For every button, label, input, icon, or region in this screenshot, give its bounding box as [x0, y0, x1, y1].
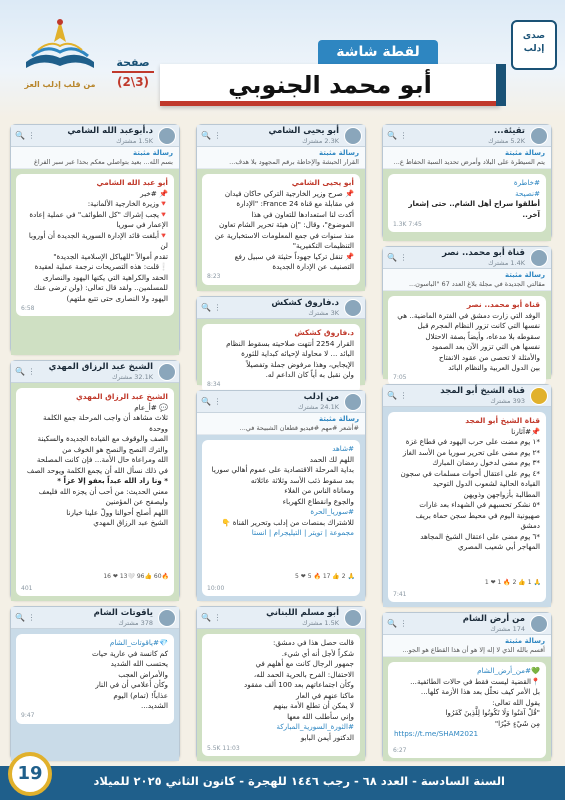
message-line: نفسها هي التي تزور الآن بعد الصمود	[431, 342, 540, 351]
channel-menu-icon[interactable]: ⋮ 🔍	[201, 397, 222, 406]
message-line: أكدت لنا استعدادها للتعاون في هذا	[251, 209, 354, 219]
channel-avatar	[158, 609, 176, 627]
message-line: 🔻أبلغت قائد الإدارة السورية الجديدة أن أوروبا لن	[28, 230, 168, 250]
message-line: الاحتفال: الفرح بالحرية الحمد لله،	[253, 669, 354, 679]
magazine-badge	[511, 20, 557, 70]
message-line: في مقابلة مع قناة France 24: "الإدارة	[236, 199, 354, 208]
page-indicator-label: صفحة	[116, 56, 150, 69]
message-line: الموضوع"، وقال: "إن هيئة تحرير الشام تعاون	[218, 220, 354, 229]
message-line: قالت حصل هذا في دمشق:	[273, 638, 354, 647]
channel-name: الشيخ عبد الرزاق المهدي	[48, 362, 153, 372]
logo-caption: من قلب إدلب العز	[24, 80, 96, 89]
message-time: 8:34	[207, 381, 221, 388]
channel-name: د.أبوعبد الله الشامي	[67, 126, 153, 136]
channel-header[interactable]	[197, 125, 365, 147]
channel-header[interactable]	[11, 125, 179, 147]
message-line: ولن نقبل به أياً كان الداعم له.	[265, 370, 354, 379]
pinned-title: رسالة مثبتة	[504, 271, 545, 279]
pinned-title: رسالة مثبتة	[132, 149, 173, 157]
message-line: تقدم أموالاً "للهياكل الإسلامية الجديدة"	[53, 251, 168, 261]
channel-header[interactable]	[383, 247, 551, 269]
page-number: 19	[8, 752, 52, 796]
message-line: عذاباً! (تمام) اليوم	[113, 690, 168, 700]
pinned-text: #أشعر #مهم #فيديو قطعان الشبيحة في...	[239, 424, 359, 432]
message-bubble[interactable]	[388, 174, 546, 232]
message-line: 💚#من_أرض_الشام	[477, 666, 540, 675]
channel-menu-icon[interactable]: ⋮ 🔍	[201, 303, 222, 312]
chat-area	[383, 169, 551, 241]
chat-area	[383, 657, 551, 761]
channel-avatar	[530, 615, 548, 633]
message-line: بعد سقوط ذئب الأسد وثلاثة عائلاته	[250, 475, 354, 485]
message-line: ثلاث مشاهد أن واجب المرحلة جمع الكلمة ووحدة	[43, 413, 168, 433]
channel-header[interactable]	[197, 607, 365, 629]
message-line: ماكنا عنهم في العار	[296, 690, 354, 700]
message-line: منذ سنوات في جمع المعلومات الاستخبارية عن	[214, 230, 354, 240]
channel-name: قناة أبو محمد.. نصر	[442, 248, 525, 258]
message-line: بداية المرحلة الاقتصادية على عموم أهالي سوريا	[211, 465, 354, 474]
message-line: *٥ نشكر تحسبهم في الشهداء بعد غارات	[419, 500, 540, 509]
page-indicator-value: (3\2)	[112, 71, 154, 89]
chat-area	[197, 319, 365, 388]
message-views: 1.3K 7:45	[393, 220, 422, 228]
pinned-title: رسالة مثبتة	[504, 149, 545, 157]
message-line: والأمثلة لا تحصى من عقود الانفتاح	[438, 352, 540, 362]
channel-link[interactable]: https://t.me/SHAM2021	[394, 729, 479, 738]
message-line: التنظيمات التكفيرية"	[292, 241, 354, 250]
message-line: والترك النصح والنصح هو الخوف من	[62, 444, 168, 454]
message-line: الحقد والكراهية التي يكنها اليهود والنصارى	[43, 272, 168, 282]
channel-name: ياقوتات الشام	[93, 608, 153, 618]
page-indicator	[112, 56, 154, 100]
message-line: 📌 #خبر	[140, 188, 168, 198]
message-bubble[interactable]	[202, 634, 360, 756]
pinned-message[interactable]	[383, 635, 551, 657]
channel-avatar	[344, 299, 362, 317]
channel-card	[196, 296, 366, 388]
channel-avatar	[158, 363, 176, 381]
channel-menu-icon[interactable]: ⋮ 🔍	[387, 253, 408, 262]
channel-name: من أرض الشام	[462, 614, 525, 624]
message-views: 401	[21, 584, 33, 592]
channel-subscribers: 378 مشترك	[118, 619, 153, 627]
pinned-message[interactable]	[383, 269, 551, 291]
channel-menu-icon[interactable]: ⋮ 🔍	[387, 131, 408, 140]
pinned-message[interactable]	[197, 147, 365, 169]
pinned-text: مقالتي الجديدة في مجلة بلاغ العدد 67 "الباسون...	[408, 280, 545, 288]
magazine-logo	[6, 14, 114, 100]
message-author: د.فاروق كشكش	[294, 328, 354, 337]
badge-line-1: صدى	[522, 31, 546, 41]
message-time: 6:27	[393, 746, 407, 754]
message-line: القرار 2254 أنتهت صلاحيته بسقوط النظام	[226, 338, 354, 348]
message-line: بل الأمر كيف نحلّل بعد هذا الأزمة كلها...	[420, 687, 540, 696]
channel-menu-icon[interactable]: ⋮ 🔍	[15, 367, 36, 376]
message-line: اللهم أصلح أحوالنا وولّ علينا خيارنا	[66, 507, 168, 517]
message-line: الإعمار في سوريا	[116, 220, 168, 229]
message-line: المطالبة بأزواجهن وذويهن	[463, 489, 540, 499]
message-line: 💎#ياقوتات_الشام	[109, 638, 168, 647]
channel-subscribers: 174 مشترك	[490, 625, 525, 633]
channel-header[interactable]	[197, 297, 365, 319]
channel-name: أبو مسلم اللبناني	[266, 608, 339, 618]
message-author: قناة الشيخ أبو المجد	[465, 416, 540, 425]
message-line: يقول الله تعالى:	[492, 697, 540, 707]
channel-avatar	[344, 393, 362, 411]
book-logo-icon	[20, 14, 100, 80]
chat-area	[197, 169, 365, 291]
channel-subscribers: 393 مشترك	[490, 397, 525, 405]
message-line: مِن شَيْءٍ خَيْرًا"	[494, 718, 540, 728]
message-bubble[interactable]	[388, 662, 546, 758]
message-reactions[interactable]: 🔥60 👍96 🤍13 ❤ 16	[103, 572, 169, 580]
message-line: التصنيف عن الإدارة الجديدة	[272, 262, 354, 271]
pinned-message[interactable]	[11, 147, 179, 169]
message-author: أبو عبد الله الشامي	[96, 178, 168, 187]
message-line: الله ومراعاة حال الأمة... فإن كانت المصلحة	[36, 455, 168, 464]
message-line: كم كانسة في عارية حيات	[91, 648, 168, 658]
channel-name: تقيئة...	[493, 126, 525, 136]
channel-subscribers: 5.2K مشترك	[488, 137, 525, 145]
message-line: بين الدول العربية والنظام البائد	[448, 363, 540, 372]
message-bubble[interactable]	[388, 412, 546, 602]
message-line: 🔻وزيرة الخارجية الألمانية:	[87, 199, 168, 208]
message-line: يحتسب الله الشديد	[110, 659, 168, 668]
message-time: 6:58	[21, 304, 35, 312]
title-ribbon	[160, 36, 500, 112]
pinned-title: رسالة مثبتة	[318, 415, 359, 423]
message-line: الدكتور أيمن البابو	[300, 732, 354, 742]
message-line: البائد ... لا محاولة لإحيائه كبداية للثورة	[241, 349, 354, 358]
message-line: أطلقوا سراح أهل الشام.. حتى إشعار آخر..	[408, 199, 540, 219]
message-line: "قُلْ آمَنُوا وَلَا تَكُونُوا لِلَّذِينَ كَفَرُوا	[445, 708, 540, 717]
message-line[interactable]: مجموعة | تويتر | التيليجرام | انستا	[251, 528, 354, 537]
channel-card	[196, 390, 366, 600]
message-line: القيادة الحالية لشعوب الدول التوحيد	[432, 479, 540, 488]
message-line: ومعاناة الناس من الغلاء	[284, 486, 354, 495]
pinned-title: رسالة مثبتة	[504, 637, 545, 645]
message-line: جمهور الرجال كانت مع أهلهم في	[255, 659, 354, 668]
message-time: 8:23	[207, 273, 221, 280]
pinned-title: رسالة مثبتة	[318, 149, 359, 157]
message-line: الوفد التي زارت دمشق في الفترة الماضية.. هي	[397, 310, 540, 320]
message-line: والجوع وانقطاع الكهرباء	[282, 496, 354, 506]
message-line: اللهم لك الحمد	[309, 454, 354, 464]
chat-area	[383, 407, 551, 607]
message-line: معني الحديث: من أحب أن يجزه الله فليعف	[38, 486, 168, 496]
channel-card	[196, 124, 366, 290]
channel-subscribers: 32.1K مشترك	[111, 373, 153, 381]
channel-subscribers: 1.5K مشترك	[302, 619, 339, 627]
message-time: 9:47	[21, 712, 35, 719]
message-line: 📍القضية ليست فقط في حالات الطائفية...	[410, 676, 540, 686]
channel-menu-icon[interactable]: ⋮ 🔍	[201, 613, 222, 622]
channel-card	[382, 612, 552, 760]
channel-menu-icon[interactable]: ⋮ 🔍	[201, 131, 222, 140]
message-line: 📌#آثارنا	[511, 426, 540, 436]
message-line: *٦ يوم مضى على اعتقال الشيخ المجاهد	[420, 531, 540, 541]
pinned-message[interactable]	[383, 147, 551, 169]
channel-name: من إدلب	[303, 392, 339, 402]
message-line: 🔻يجب إشراك "كل الطوائف" في عملية إعادة	[29, 209, 168, 219]
chat-area	[197, 629, 365, 761]
channel-menu-icon[interactable]: ⋮ 🔍	[15, 131, 36, 140]
channel-menu-icon[interactable]: ⋮ 🔍	[387, 391, 408, 400]
message-line: *٤ يوم على اعتقال أحوات مسلمات في سجون	[400, 468, 540, 478]
message-line: وليصفح عن المؤمنين	[105, 497, 168, 506]
channel-avatar	[158, 127, 176, 145]
channel-card	[10, 606, 180, 760]
channel-subscribers: 1.4K مشترك	[488, 259, 525, 267]
pinned-text: أقسم بالله الذي لا إله إلا هو أن هذا القطاع هو الجو...	[402, 646, 545, 654]
channel-menu-icon[interactable]: ⋮ 🔍	[387, 619, 408, 628]
channel-card	[382, 124, 552, 240]
chat-area	[383, 291, 551, 379]
message-line: والأمراض العجب	[118, 669, 168, 679]
channel-card	[382, 246, 552, 381]
message-line: ❕قلت: هذه التصريحات نرجمة عملية لعقيدة	[34, 262, 168, 271]
message-line: الصف والوقوف مع القيادة الجديدة والسكينة	[37, 434, 168, 443]
message-line: وإني سأطلب الله معها	[287, 711, 354, 721]
channel-subscribers: 24.1K مشترك	[297, 403, 339, 411]
channel-subscribers: 1.5K مشترك	[116, 137, 153, 145]
message-line: اليهود ولا النصارى حتى تتبع ملتهم)	[66, 293, 168, 303]
section-title: لقطة شاشة	[318, 40, 438, 64]
message-line: *٢ يوم مضى على تحرير سوريا من الأسد الغاز	[402, 447, 540, 457]
message-line: وكأن اجتماعاتهم بعد 100 ألف مفقود	[244, 680, 354, 689]
channel-subscribers: 2.3K مشترك	[302, 137, 339, 145]
message-time: 10:00	[207, 584, 225, 592]
chat-area	[11, 169, 179, 355]
message-line[interactable]: #سوريا_الحرة	[310, 507, 354, 516]
message-line: في ذلك نسأل الله أن يجمع الكلمة ويوحد الصف	[26, 465, 168, 475]
message-author: الشيخ عبد الرزاق المهدي	[75, 392, 168, 401]
message-line: الإيجابي، وهذا مرفوض جملة وتفصيلاً	[246, 359, 354, 369]
message-bubble[interactable]	[16, 388, 174, 596]
channel-name: قناة الشيخ أبو المجد	[440, 386, 525, 396]
channel-avatar	[530, 249, 548, 267]
message-line: * ونا زاد الله عبداً بعفو إلا عزاً *	[57, 476, 168, 485]
message-views: 5.5K 11:03	[207, 744, 240, 752]
channel-header[interactable]	[11, 607, 179, 629]
message-time: 7:05	[393, 374, 407, 381]
channel-avatar	[530, 127, 548, 145]
message-line: للمسلمين.. ولقد قال تعالى: (ولن ترضى عنك	[33, 283, 168, 292]
message-reactions[interactable]: 🙏 2 👍 17 🔥 5 ❤ 5	[295, 572, 355, 580]
message-bubble[interactable]	[202, 174, 360, 285]
pinned-message[interactable]	[197, 413, 365, 435]
message-line: وكأن أعلامي أن في النار	[95, 680, 168, 689]
page-header	[0, 0, 565, 126]
message-line: *١ يوم مضت على حرب اليهود في قطاع غزة	[405, 437, 540, 446]
channel-header[interactable]	[11, 361, 179, 383]
chat-area	[197, 435, 365, 601]
message-bubble[interactable]	[16, 634, 174, 724]
person-name-title: أبو محمد الجنوبي	[160, 64, 500, 106]
channel-header[interactable]	[383, 385, 551, 407]
message-reactions[interactable]: 🙏 1 👍 2 🔥 1 ❤ 1	[484, 578, 541, 586]
message-bubble[interactable]	[202, 324, 360, 393]
message-bubble[interactable]	[16, 174, 174, 316]
message-line: صهيونية اليوم في محيط سجن حماة بريف دمشق	[415, 510, 540, 530]
message-time: 7:41	[393, 590, 407, 598]
message-line: #شاهد	[332, 444, 354, 453]
message-bubble[interactable]	[202, 440, 360, 596]
message-line: #خاطرة	[513, 178, 540, 187]
channel-menu-icon[interactable]: ⋮ 🔍	[15, 613, 36, 622]
message-line: 💬 #أ_عام	[134, 402, 168, 412]
channel-card	[10, 360, 180, 600]
channel-subscribers: 3K مشترك	[308, 309, 339, 317]
message-line: #نصيحة	[515, 188, 540, 198]
message-line: نفسها التي كانت تزور النظام المجرم قبل	[417, 321, 540, 330]
message-line: لا يمكن أن تطلع الأمة بينهم	[273, 701, 354, 710]
channel-card	[10, 124, 180, 354]
pinned-text: القرار الحبشة والإحاطة برقم المجهود بلا هدف...	[229, 158, 359, 166]
message-line: 📌 تنقل تركيا جهوداً حثيثة في سبيل رفع	[234, 251, 354, 261]
channel-header[interactable]	[383, 613, 551, 635]
message-author: قناة أبو محمد.. نصر	[466, 300, 540, 309]
pinned-text: يتم السيطرة على البلاد وأمرض تحديد السبة الحفاظ ع...	[393, 158, 545, 166]
pinned-text: بسم الله... بعيد بتواصلي معكم بحذا عبر سبر الفراغ	[34, 158, 173, 166]
channel-avatar	[344, 609, 362, 627]
chat-area	[11, 383, 179, 601]
message-line: الشيخ عبد الرزاق المهدي	[93, 518, 168, 527]
message-line: شكراً لأجل أنه أي شيء.	[281, 648, 354, 658]
message-bubble[interactable]	[388, 296, 546, 386]
message-line: *٣ يوم مضى لدخول رمضان المبارك	[432, 458, 540, 467]
page-footer	[0, 763, 565, 800]
channel-avatar	[344, 127, 362, 145]
message-line: 📌 صرح وزير الخارجية التركي حاكان فيدان	[224, 188, 354, 198]
message-line[interactable]: #الثورة_السورية_المباركة	[276, 722, 354, 731]
channel-header[interactable]	[383, 125, 551, 147]
message-line: المهاجر أبي شعيب المصري	[458, 542, 540, 551]
channel-card	[382, 384, 552, 606]
badge-line-2: إدلب	[523, 44, 545, 54]
message-line: الشديد...	[141, 701, 168, 710]
channel-card	[196, 606, 366, 760]
message-author: أبو يحيى الشامي	[291, 178, 354, 187]
channel-header[interactable]	[197, 391, 365, 413]
channel-name: د.فاروق كشكش	[271, 298, 339, 308]
channel-name: أبو يحيى الشامي	[268, 126, 339, 136]
message-line: سقوطه بلا مدعاه، وأيضاً بصفة الاحتلال	[425, 331, 540, 341]
channel-avatar	[530, 387, 548, 405]
message-line: للاشتراك بمنصات من إدلب وتحرير القناة 👇	[221, 517, 354, 527]
issue-info: السنة السادسة - العدد ٦٨ - رجب ١٤٤٦ للهجرة - كانون الثاني ٢٠٢٥ للميلاد	[93, 774, 505, 788]
chat-area	[11, 629, 179, 761]
